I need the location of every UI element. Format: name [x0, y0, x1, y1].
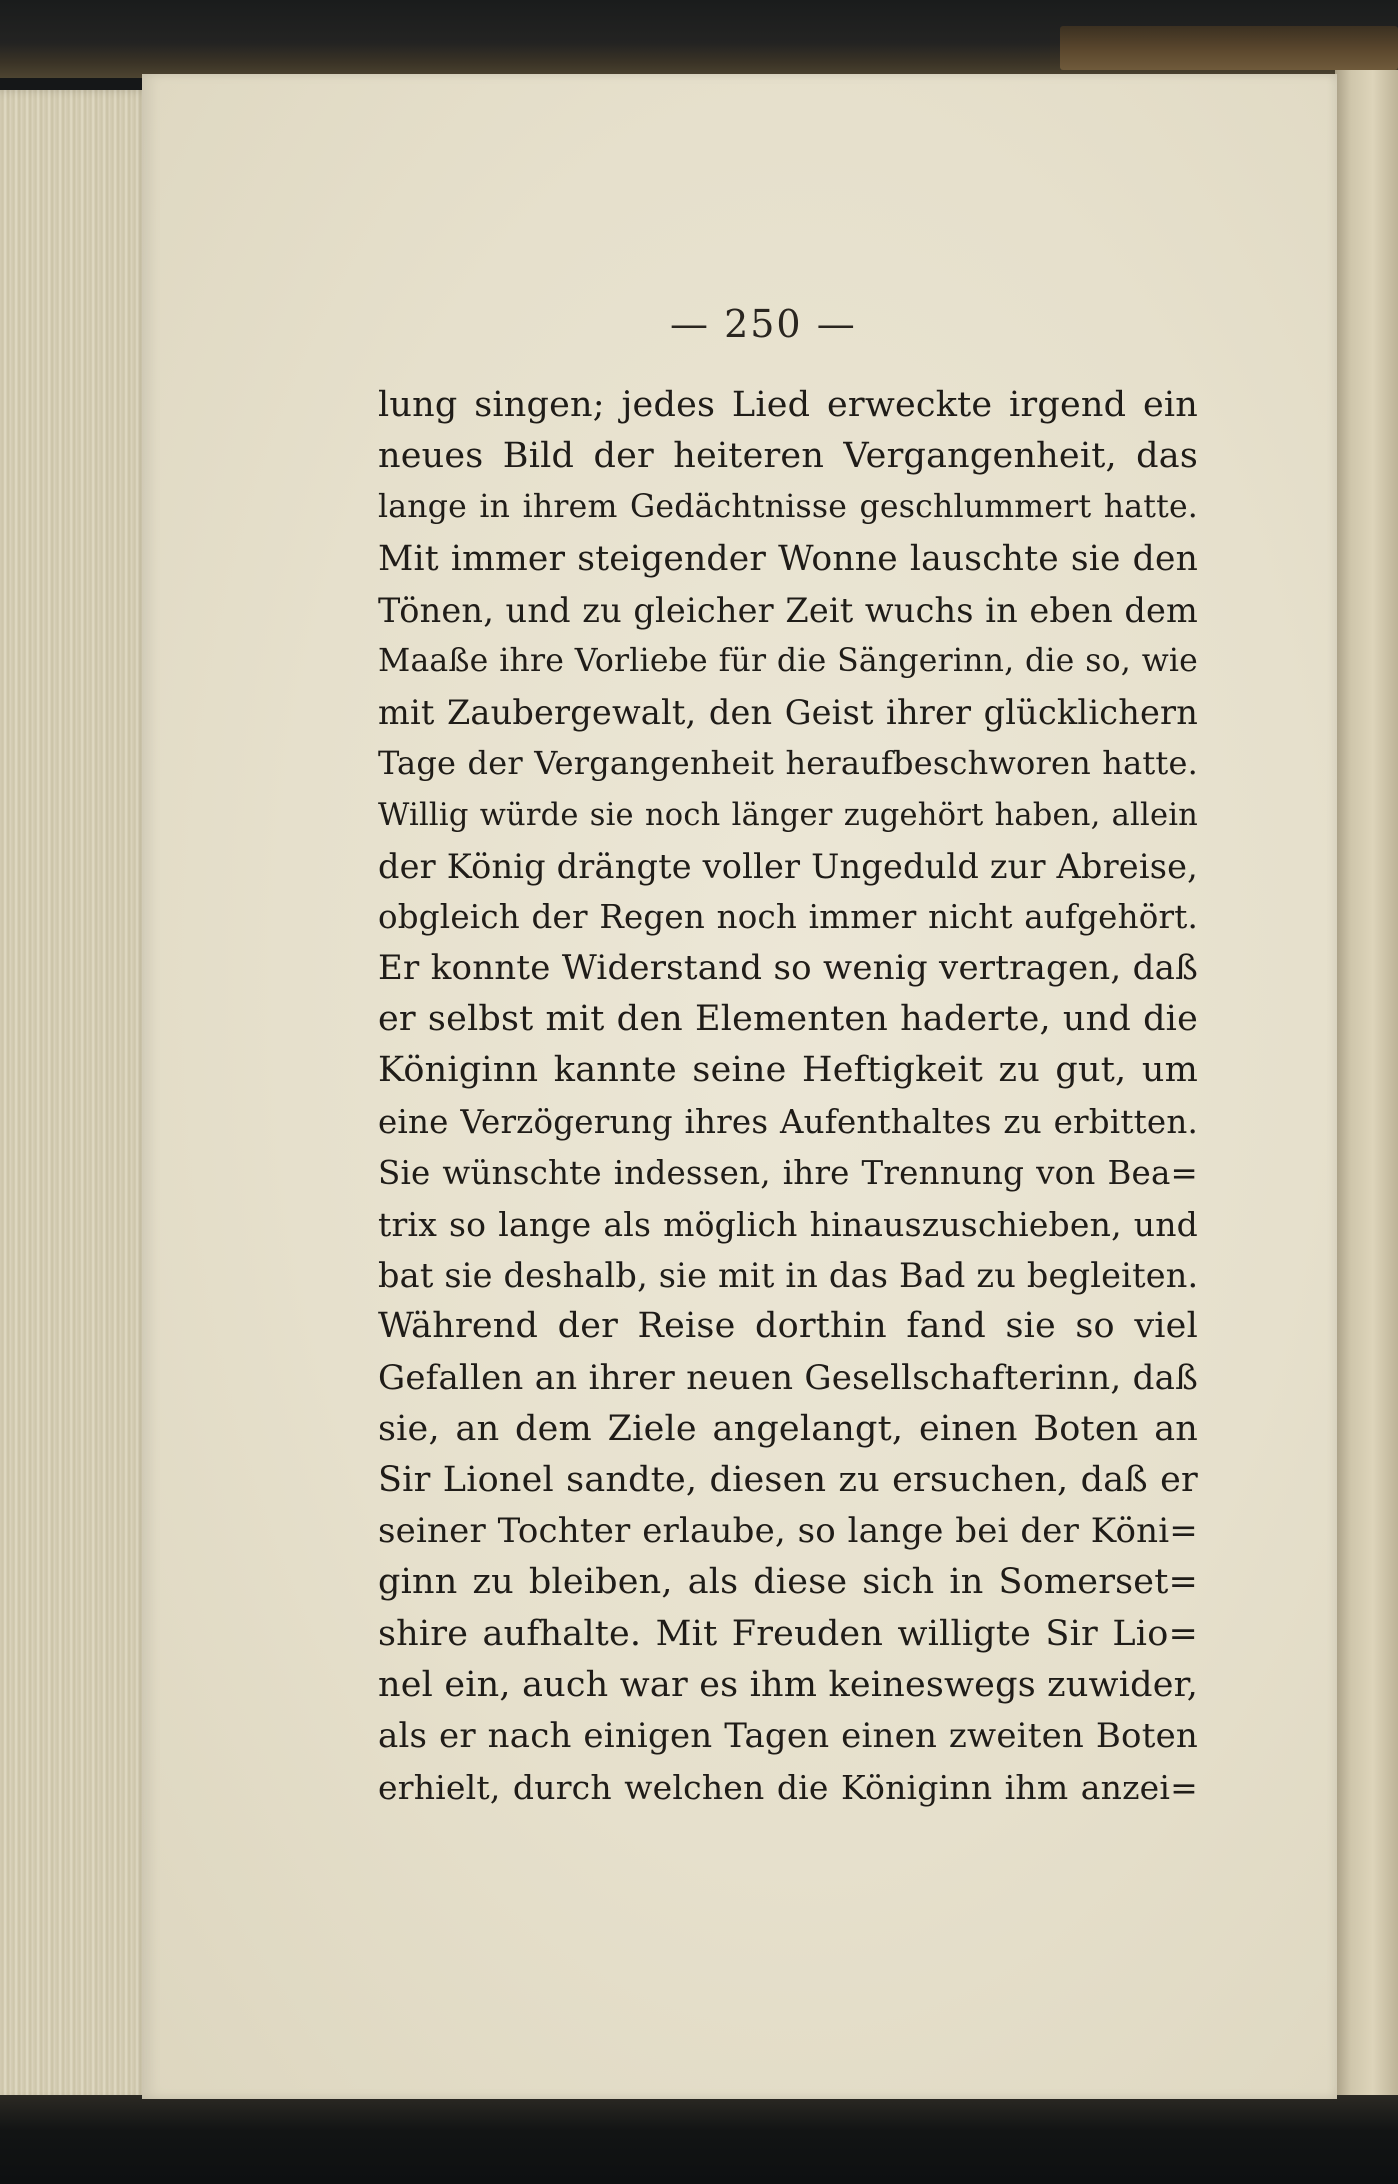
text-line: eine Verzögerung ihres Aufenthaltes zu erbitten.: [378, 1102, 1198, 1141]
text-line: ginn zu bleiben, als diese sich in Somerset=: [378, 1562, 1198, 1603]
text-line: er selbst mit den Elementen haderte, und die: [378, 999, 1198, 1040]
text-line: Willig würde sie noch länger zugehört haben, allein: [378, 797, 1198, 833]
text-line: bat sie deshalb, sie mit in das Bad zu begleiten.: [378, 1256, 1199, 1296]
bottom-binding: [0, 2095, 1398, 2184]
text-line: trix so lange als möglich hinauszuschieben, und: [378, 1205, 1198, 1244]
text-line: Während der Reise dorthin fand sie so viel: [378, 1306, 1198, 1347]
text-line: lange in ihrem Gedächtnisse geschlummert hatte.: [378, 489, 1198, 526]
text-line: lung singen; jedes Lied erweckte irgend ein: [378, 385, 1198, 425]
next-page-edge: [1335, 70, 1398, 2100]
text-line: mit Zaubergewalt, den Geist ihrer glücklichern: [378, 693, 1198, 733]
text-line: nel ein, auch war es ihm keineswegs zuwider,: [378, 1664, 1199, 1705]
text-line: sie, an dem Ziele angelangt, einen Boten an: [378, 1408, 1198, 1449]
text-line: neues Bild der heiteren Vergangenheit, das: [378, 436, 1198, 477]
text-line: shire aufhalte. Mit Freuden willigte Sir Lio=: [378, 1613, 1198, 1654]
text-line: Gefallen an ihrer neuen Gesellschafterinn, daß: [378, 1357, 1198, 1398]
page-number: — 250 —: [670, 302, 857, 346]
body-text: [378, 380, 1198, 1813]
spine-edge: [1060, 26, 1398, 70]
text-line: Mit immer steigender Wonne lauschte sie den: [378, 538, 1198, 579]
text-line: Sir Lionel sandte, diesen zu ersuchen, daß er: [378, 1459, 1198, 1500]
text-line: Maaße ihre Vorliebe für die Sängerinn, die so, wie: [378, 642, 1198, 679]
text-line: Königinn kannte seine Heftigkeit zu gut, um: [378, 1050, 1198, 1091]
text-line: erhielt, durch welchen die Königinn ihm anzei=: [378, 1768, 1198, 1808]
text-line: Tönen, und zu gleicher Zeit wuchs in eben dem: [378, 590, 1198, 630]
text-line: Tage der Vergangenheit heraufbeschworen hatte.: [378, 744, 1198, 783]
text-line: seiner Tochter erlaube, so lange bei der Köni=: [378, 1511, 1198, 1552]
text-line: der König drängte voller Ungeduld zur Abreise,: [378, 846, 1198, 886]
text-line: Er konnte Widerstand so wenig vertragen, daß: [378, 948, 1198, 989]
page-edges: [0, 90, 150, 2100]
text-line: Sie wünschte indessen, ihre Trennung von Bea=: [378, 1153, 1198, 1192]
text-line: obgleich der Regen noch immer nicht aufgehört.: [378, 897, 1198, 936]
text-line: als er nach einigen Tagen einen zweiten Boten: [378, 1715, 1198, 1756]
